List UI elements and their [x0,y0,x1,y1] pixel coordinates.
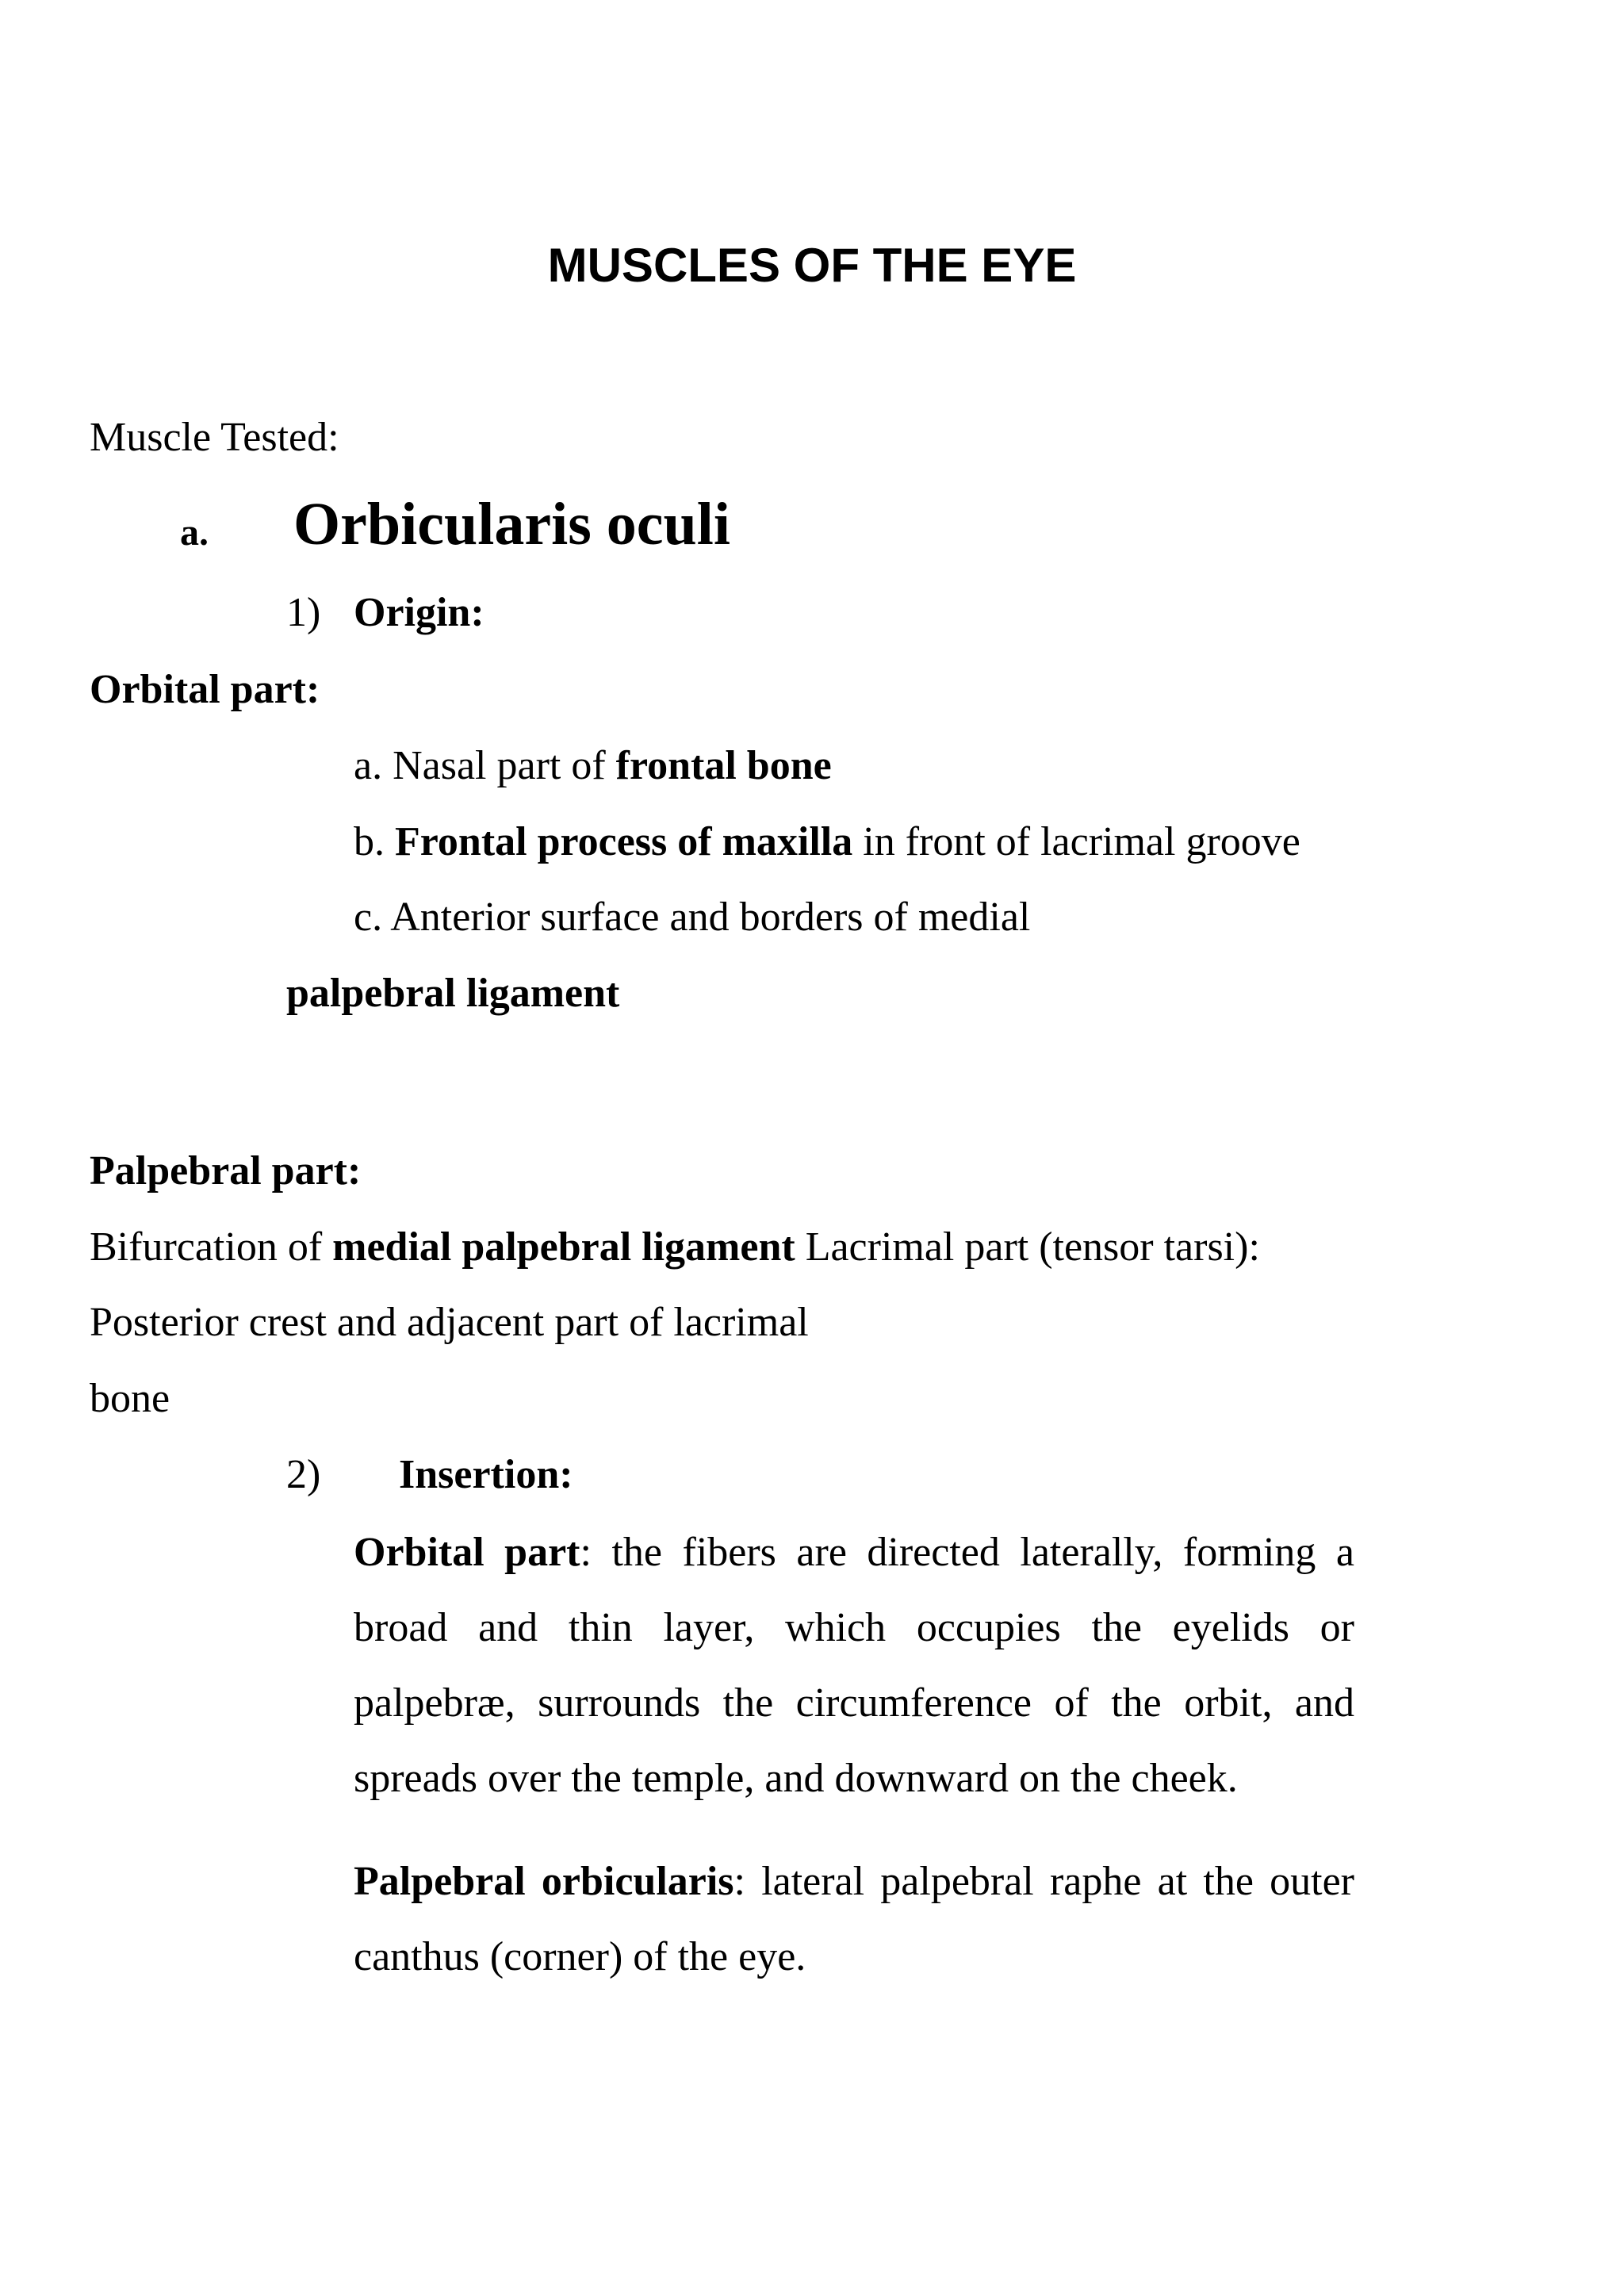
item-text: Anterior surface and borders of medial [390,895,1031,940]
origin-item-a [354,742,832,790]
item-marker: a. [354,743,383,788]
palpebral-line-1-bold: medial palpebral ligament [332,1224,795,1270]
origin-item-c-continuation: palpebral ligament [286,971,620,1016]
palpebral-line-1-tail: Lacrimal part (tensor tarsi): [795,1224,1260,1270]
item-bold-text: frontal bone [615,743,832,788]
item-text: Nasal part of [393,743,616,788]
origin-item-c [354,894,1030,941]
item-text: in front of lacrimal groove [852,819,1300,864]
insertion-heading: Insertion: [399,1452,573,1497]
palpebral-line-1 [90,1224,1260,1271]
page-title: MUSCLES OF THE EYE [547,239,1077,292]
palpebral-line-2: Posterior crest and adjacent part of lacrimal [90,1300,809,1345]
insertion-number: 2) [286,1452,321,1497]
origin-number: 1) [286,590,321,635]
muscle-letter: a. [180,511,209,554]
orbital-part-heading: Orbital part: [90,667,320,712]
origin-heading: Origin: [354,590,485,635]
insertion-orbital-bold: Orbital part [354,1530,580,1575]
palpebral-part-heading: Palpebral part: [90,1148,362,1193]
palpebral-line-3: bone [90,1376,170,1421]
muscle-tested-label: Muscle Tested: [90,415,339,460]
palpebral-line-1-text: Bifurcation of [90,1224,333,1270]
insertion-palpebral-paragraph [354,1844,1354,1994]
item-marker: b. [354,819,385,864]
item-marker: c. [354,895,383,940]
insertion-orbital-paragraph [354,1515,1354,1816]
insertion-palpebral-bold: Palpebral orbicularis [354,1859,734,1904]
origin-item-b [354,818,1300,866]
item-bold-text: Frontal process of maxilla [395,819,853,864]
muscle-name: Orbicularis oculi [293,491,730,557]
insertion-palpebral-text: : lateral palpebral raphe at the outer canthus (corner) of the eye. [354,1859,1354,1979]
insertion-orbital-text: : the fibers are directed laterally, forming a broad and thin layer, which occupies the eyelids or palpebræ, surrounds the circumference of the orbit, and spreads over the temple, and downward on the cheek. [354,1530,1354,1801]
